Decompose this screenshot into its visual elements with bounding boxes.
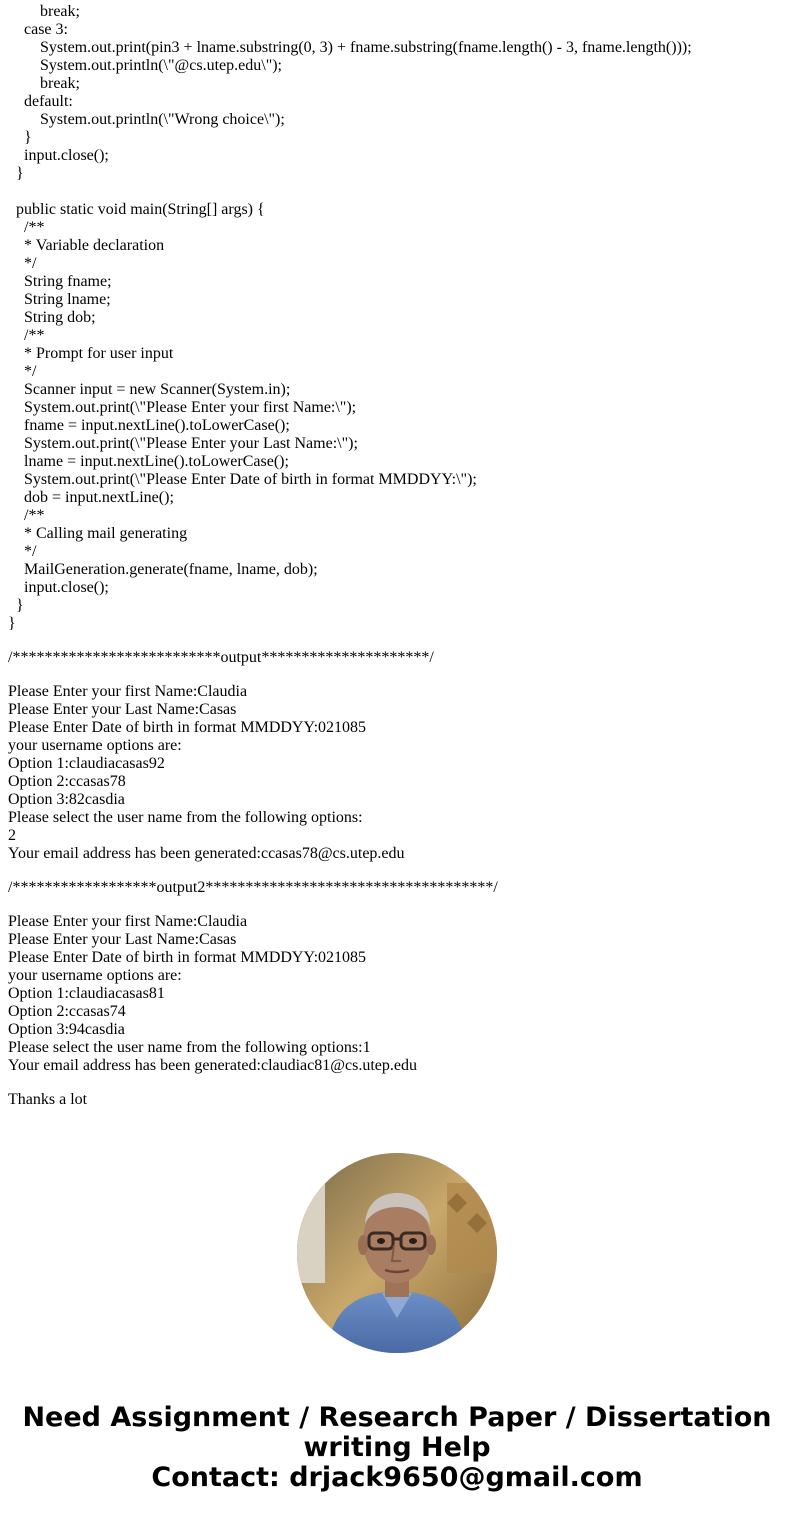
output2-header: /******************output2************************************/: [8, 879, 498, 896]
promo-contact: Contact: drjack9650@gmail.com: [151, 1462, 643, 1493]
output-line: Option 3:94casdia: [8, 1021, 125, 1038]
output1-block: [8, 683, 788, 863]
code-line: }: [8, 615, 16, 632]
code-line: System.out.println(\"Wrong choice\");: [8, 111, 285, 128]
code-line: public static void main(String[] args) {: [8, 201, 265, 218]
code-line: case 3:: [8, 21, 68, 38]
output-line: Option 1:claudiacasas81: [8, 985, 165, 1002]
output-line: 2: [8, 827, 16, 844]
output-line: Option 2:ccasas78: [8, 773, 126, 790]
output1-header: /**************************output*********************/: [8, 649, 434, 666]
code-line: */: [8, 543, 37, 560]
code-line: String fname;: [8, 273, 112, 290]
output-line: your username options are:: [8, 737, 182, 754]
portrait-illustration: [297, 1153, 497, 1353]
code-line: input.close();: [8, 579, 109, 596]
code-line: lname = input.nextLine().toLowerCase();: [8, 453, 289, 470]
code-line: default:: [8, 93, 73, 110]
code-line: /**: [8, 327, 45, 344]
code-line: break;: [8, 3, 80, 20]
code-line: System.out.print(\"Please Enter your first Name:\");: [8, 399, 357, 416]
output2-block: [8, 913, 788, 1075]
code-line: System.out.println(\"@cs.utep.edu\");: [8, 57, 282, 74]
code-line: System.out.print(\"Please Enter Date of birth in format MMDDYY:\");: [8, 471, 477, 488]
code-line: }: [8, 165, 24, 182]
code-line: * Prompt for user input: [8, 345, 174, 362]
author-photo: [297, 1153, 497, 1353]
code-line: * Calling mail generating: [8, 525, 188, 542]
promo-line-1: Need Assignment / Research Paper / Dissertation: [22, 1402, 772, 1433]
output-line: Please Enter your Last Name:Casas: [8, 931, 237, 948]
code-line: * Variable declaration: [8, 237, 165, 254]
code-line: break;: [8, 75, 80, 92]
output-line: Please select the user name from the following options:: [8, 809, 363, 826]
output-line: Please Enter Date of birth in format MMDDYY:021085: [8, 719, 367, 736]
output-line: Your email address has been generated:ccasas78@cs.utep.edu: [8, 845, 405, 862]
code-line: }: [8, 129, 32, 146]
code-line: */: [8, 363, 37, 380]
code-line: Scanner input = new Scanner(System.in);: [8, 381, 291, 398]
output-line: Option 2:ccasas74: [8, 1003, 126, 1020]
output-line: Please Enter your first Name:Claudia: [8, 913, 248, 930]
output-line: Please Enter your first Name:Claudia: [8, 683, 248, 700]
code-line: */: [8, 255, 37, 272]
output-line: Option 3:82casdia: [8, 791, 125, 808]
code-line: fname = input.nextLine().toLowerCase();: [8, 417, 290, 434]
code-line: System.out.print(pin3 + lname.substring(0, 3) + fname.substring(fname.length() - 3, fname.length()));: [8, 39, 692, 56]
code-block: [8, 3, 788, 633]
output-line: Please Enter your Last Name:Casas: [8, 701, 237, 718]
promo-footer: [0, 1403, 794, 1493]
code-line: String dob;: [8, 309, 96, 326]
closing-text: Thanks a lot: [8, 1091, 88, 1108]
output-line: Option 1:claudiacasas92: [8, 755, 165, 772]
code-line: String lname;: [8, 291, 111, 308]
output-line: Please Enter Date of birth in format MMDDYY:021085: [8, 949, 367, 966]
output-line: Your email address has been generated:claudiac81@cs.utep.edu: [8, 1057, 417, 1074]
output-line: your username options are:: [8, 967, 182, 984]
code-line: input.close();: [8, 147, 109, 164]
code-line: [8, 183, 788, 201]
code-line: MailGeneration.generate(fname, lname, dob);: [8, 561, 318, 578]
code-line: /**: [8, 219, 45, 236]
document-body: [8, 3, 788, 1109]
code-line: /**: [8, 507, 45, 524]
code-line: dob = input.nextLine();: [8, 489, 174, 506]
code-line: }: [8, 597, 24, 614]
promo-line-2: writing Help: [303, 1432, 491, 1463]
code-line: System.out.print(\"Please Enter your Last Name:\");: [8, 435, 358, 452]
output-line: Please select the user name from the following options:1: [8, 1039, 371, 1056]
